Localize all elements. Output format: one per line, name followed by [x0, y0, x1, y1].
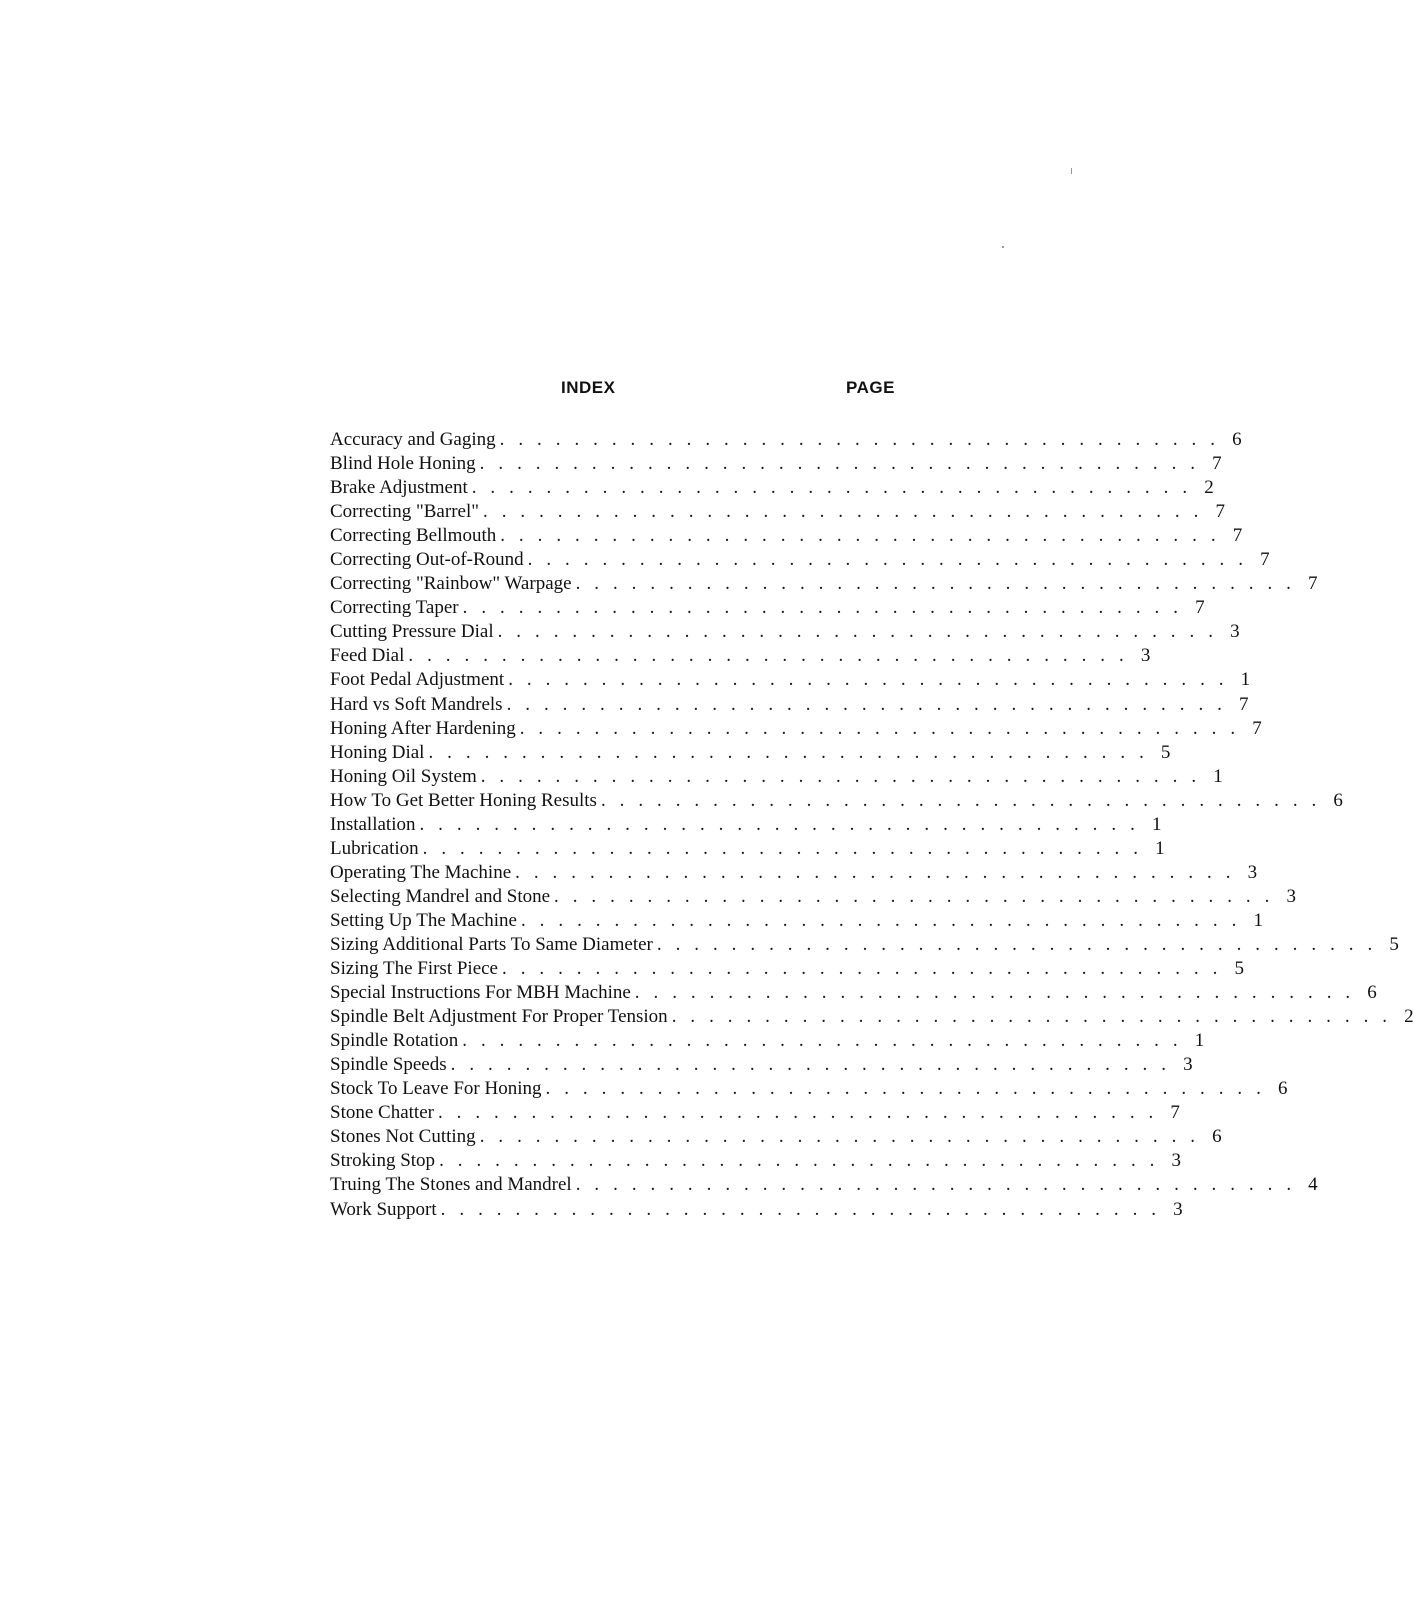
index-entry	[330, 693, 1249, 717]
dot-leader: . . . . . . . . . . . . . . . . . . . . . . . . . . . . . . . . . . . . . . .	[506, 693, 1227, 715]
dot-leader: . . . . . . . . . . . . . . . . . . . . . . . . . . . . . . . . . . . . . . .	[462, 597, 1183, 619]
index-entry-page: 1	[1253, 909, 1263, 931]
index-entry	[330, 1053, 1193, 1077]
index-entry-title: Spindle Rotation	[330, 1030, 459, 1052]
dot-leader: . . . . . . . . . . . . . . . . . . . . . . . . . . . . . . . . . . . . . . .	[554, 885, 1274, 907]
index-entry-page: 3	[1230, 621, 1240, 643]
index-entry	[330, 861, 1258, 885]
dot-leader: . . . . . . . . . . . . . . . . . . . . . . . . . . . . . . . . . . . . . . .	[634, 982, 1355, 1004]
index-entry	[330, 885, 1296, 909]
index-entry-title: Cutting Pressure Dial	[330, 621, 494, 643]
index-entry-page: 4	[1308, 1174, 1318, 1196]
index-entry-title: Sizing Additional Parts To Same Diameter	[330, 933, 653, 955]
index-entry	[330, 524, 1243, 548]
index-entry	[330, 741, 1171, 765]
index-entry	[330, 476, 1214, 500]
dot-leader: . . . . . . . . . . . . . . . . . . . . . . . . . . . . . . . . . . . . . . .	[527, 549, 1248, 571]
dot-leader: . . . . . . . . . . . . . . . . . . . . . . . . . . . . . . . . . . . . . . .	[656, 933, 1377, 955]
index-entry-title: Special Instructions For MBH Machine	[330, 982, 631, 1004]
index-entry	[330, 909, 1263, 933]
index-entry-title: Setting Up The Machine	[330, 909, 517, 931]
index-entry-title: Stroking Stop	[330, 1150, 436, 1172]
index-entry-title: Installation	[330, 813, 416, 835]
dot-leader: . . . . . . . . . . . . . . . . . . . . . . . . . . . . . . . . . . . . . . .	[520, 909, 1241, 931]
index-entry-page: 5	[1160, 741, 1171, 763]
dot-leader: . . . . . . . . . . . . . . . . . . . . . . . . . . . . . . . . . . . . . . .	[480, 765, 1201, 787]
dot-leader: . . . . . . . . . . . . . . . . . . . . . . . . . . . . . . . . . . . . . . .	[422, 837, 1143, 859]
index-entry-title: Feed Dial	[330, 645, 405, 667]
index-entry	[330, 1029, 1205, 1053]
index-entry	[330, 452, 1222, 476]
index-entry-page: 6	[1232, 429, 1242, 450]
index-entry-title: Sizing The First Piece	[330, 958, 498, 980]
dot-leader: . . . . . . . . . . . . . . . . . . . . . . . . . . . . . . . . . . . . . . .	[450, 1054, 1171, 1076]
index-entry-page: 3	[1171, 1150, 1182, 1172]
dot-leader: . . . . . . . . . . . . . . . . . . . . . . . . . . . . . . . . . . . . . . .	[575, 573, 1296, 595]
index-entry-title: Lubrication	[330, 837, 419, 859]
dot-leader: . . . . . . . . . . . . . . . . . . . . . . . . . . . . . . . . . . . . . . .	[519, 717, 1240, 739]
index-entry	[330, 500, 1225, 524]
index-entry-title: Accuracy and Gaging	[330, 429, 496, 450]
dot-leader: . . . . . . . . . . . . . . . . . . . . . . . . . . . . . . . . . . . . . . .	[508, 669, 1229, 691]
index-entry-page: 2	[1404, 1006, 1414, 1028]
dot-leader: . . . . . . . . . . . . . . . . . . . . . . . . . . . . . . . . . . . . . . .	[437, 1102, 1158, 1124]
index-entry	[330, 644, 1151, 668]
dot-leader: . . . . . . . . . . . . . . . . . . . . . . . . . . . . . . . . . . . . . . .	[479, 453, 1200, 475]
index-entry	[330, 1149, 1182, 1173]
dot-leader: . . . . . . . . . . . . . . . . . . . . . . . . . . . . . . . . . . . . . . .	[462, 1030, 1183, 1052]
index-entry	[330, 1198, 1183, 1222]
index-entry	[330, 668, 1251, 692]
index-entry	[330, 428, 1242, 452]
index-entry	[330, 813, 1162, 837]
dot-leader: . . . . . . . . . . . . . . . . . . . . . . . . . . . . . . . . . . . . . . .	[500, 525, 1221, 547]
index-entry-page: 3	[1183, 1054, 1193, 1076]
index-entry-page: 7	[1308, 573, 1318, 595]
index-entry-title: Honing Dial	[330, 741, 425, 763]
dot-leader: . . . . . . . . . . . . . . . . . . . . . . . . . . . . . . . . . . . . . . .	[575, 1174, 1296, 1196]
dot-leader: . . . . . . . . . . . . . . . . . . . . . . . . . . . . . . . . . . . . . . .	[497, 621, 1218, 643]
scan-speck	[1071, 168, 1072, 174]
index-entry-title: Correcting "Rainbow" Warpage	[330, 573, 572, 595]
index-entry	[330, 1101, 1180, 1125]
index-entry-page: 7	[1212, 453, 1222, 475]
index-entry-title: Correcting Out-of-Round	[330, 549, 524, 571]
index-entry	[330, 596, 1205, 620]
index-entry-title: Selecting Mandrel and Stone	[330, 885, 551, 907]
index-entry	[330, 837, 1165, 861]
index-entry-title: Hard vs Soft Mandrels	[330, 693, 503, 715]
dot-leader: . . . . . . . . . . . . . . . . . . . . . . . . . . . . . . . . . . . . . . .	[483, 501, 1203, 523]
index-entry-title: Correcting "Barrel"	[330, 501, 479, 523]
index-entry-title: Operating The Machine	[330, 861, 512, 883]
index-entry-title: Blind Hole Honing	[330, 453, 476, 475]
index-entry-page: 7	[1260, 549, 1270, 571]
index-heading: INDEX	[561, 378, 616, 397]
dot-leader: . . . . . . . . . . . . . . . . . . . . . . . . . . . . . . . . . . . . . . .	[479, 1126, 1200, 1148]
dot-leader: . . . . . . . . . . . . . . . . . . . . . . . . . . . . . . . . . . . . . . .	[545, 1078, 1266, 1100]
index-entry	[330, 572, 1318, 596]
index-entry-page: 5	[1234, 958, 1244, 980]
index-entry-page: 2	[1204, 477, 1214, 499]
index-entry	[330, 933, 1399, 957]
index-entry-page: 3	[1173, 1198, 1183, 1220]
index-entry-page: 6	[1277, 1078, 1288, 1100]
index-entry-page: 7	[1215, 501, 1225, 523]
index-entry-title: Spindle Belt Adjustment For Proper Tension	[330, 1006, 668, 1028]
index-entry-title: Stone Chatter	[330, 1102, 434, 1124]
index-entry	[330, 957, 1244, 981]
index-entry-page: 7	[1195, 597, 1205, 619]
index-entry-page: 7	[1239, 693, 1249, 715]
dot-leader: . . . . . . . . . . . . . . . . . . . . . . . . . . . . . . . . . . . . . . .	[515, 861, 1236, 883]
dot-leader: . . . . . . . . . . . . . . . . . . . . . . . . . . . . . . . . . . . . . . .	[671, 1006, 1392, 1028]
dot-leader: . . . . . . . . . . . . . . . . . . . . . . . . . . . . . . . . . . . . . . .	[471, 477, 1192, 499]
index-entry	[330, 789, 1343, 813]
index-entry-title: Brake Adjustment	[330, 477, 468, 499]
index-entry-title: Spindle Speeds	[330, 1054, 447, 1076]
index-entry	[330, 981, 1377, 1005]
dot-leader: . . . . . . . . . . . . . . . . . . . . . . . . . . . . . . . . . . . . . . .	[408, 645, 1129, 667]
index-entry	[330, 620, 1240, 644]
index-entry-title: Honing Oil System	[330, 765, 477, 787]
index-entry-page: 7	[1170, 1102, 1180, 1124]
dot-leader: . . . . . . . . . . . . . . . . . . . . . . . . . . . . . . . . . . . . . . .	[502, 958, 1222, 980]
index-entry	[330, 717, 1262, 741]
dot-leader: . . . . . . . . . . . . . . . . . . . . . . . . . . . . . . . . . . . . . . .	[440, 1198, 1161, 1220]
page-column-heading: PAGE	[846, 378, 895, 397]
index-entry-page: 6	[1212, 1126, 1222, 1148]
index-entry-page: 3	[1140, 645, 1151, 667]
index-entry-title: Work Support	[330, 1198, 437, 1220]
index-entry	[330, 1173, 1318, 1197]
index-entry	[330, 548, 1270, 572]
index-entry	[330, 765, 1223, 789]
index-entry	[330, 1125, 1222, 1149]
dot-leader: . . . . . . . . . . . . . . . . . . . . . . . . . . . . . . . . . . . . . . .	[419, 813, 1140, 835]
index-entry-title: Correcting Taper	[330, 597, 459, 619]
index-entry-page: 1	[1151, 813, 1162, 835]
index-entry-page: 1	[1194, 1030, 1205, 1052]
index-entry-page: 7	[1232, 525, 1243, 547]
index-entry	[330, 1005, 1414, 1029]
dot-leader: . . . . . . . . . . . . . . . . . . . . . . . . . . . . . . . . . . . . . . .	[600, 789, 1321, 811]
index-entry-page: 6	[1333, 789, 1343, 811]
index-entry-title: Correcting Bellmouth	[330, 525, 497, 547]
index-entry-title: How To Get Better Honing Results	[330, 789, 597, 811]
index-entry	[330, 1077, 1288, 1101]
index-entry-page: 1	[1240, 669, 1251, 691]
index-entry-list	[330, 428, 1414, 1222]
index-entry-page: 5	[1389, 933, 1399, 955]
index-entry-page: 3	[1247, 861, 1258, 883]
index-entry-title: Foot Pedal Adjustment	[330, 669, 505, 691]
index-entry-page: 1	[1155, 837, 1165, 859]
index-entry-title: Stock To Leave For Honing	[330, 1078, 542, 1100]
dot-leader: . . . . . . . . . . . . . . . . . . . . . . . . . . . . . . . . . . . . . . .	[439, 1150, 1160, 1172]
dot-leader: . . . . . . . . . . . . . . . . . . . . . . . . . . . . . . . . . . . . . . .	[428, 741, 1149, 763]
index-entry-title: Honing After Hardening	[330, 717, 516, 739]
index-entry-page: 3	[1286, 885, 1296, 907]
index-entry-page: 1	[1213, 765, 1223, 787]
index-entry-page: 7	[1252, 717, 1262, 739]
index-entry-title: Truing The Stones and Mandrel	[330, 1174, 572, 1196]
scan-speck	[1002, 246, 1004, 248]
dot-leader: . . . . . . . . . . . . . . . . . . . . . . . . . . . . . . . . . . . . . . .	[499, 429, 1220, 450]
index-entry-page: 6	[1367, 982, 1377, 1004]
index-entry-title: Stones Not Cutting	[330, 1126, 476, 1148]
